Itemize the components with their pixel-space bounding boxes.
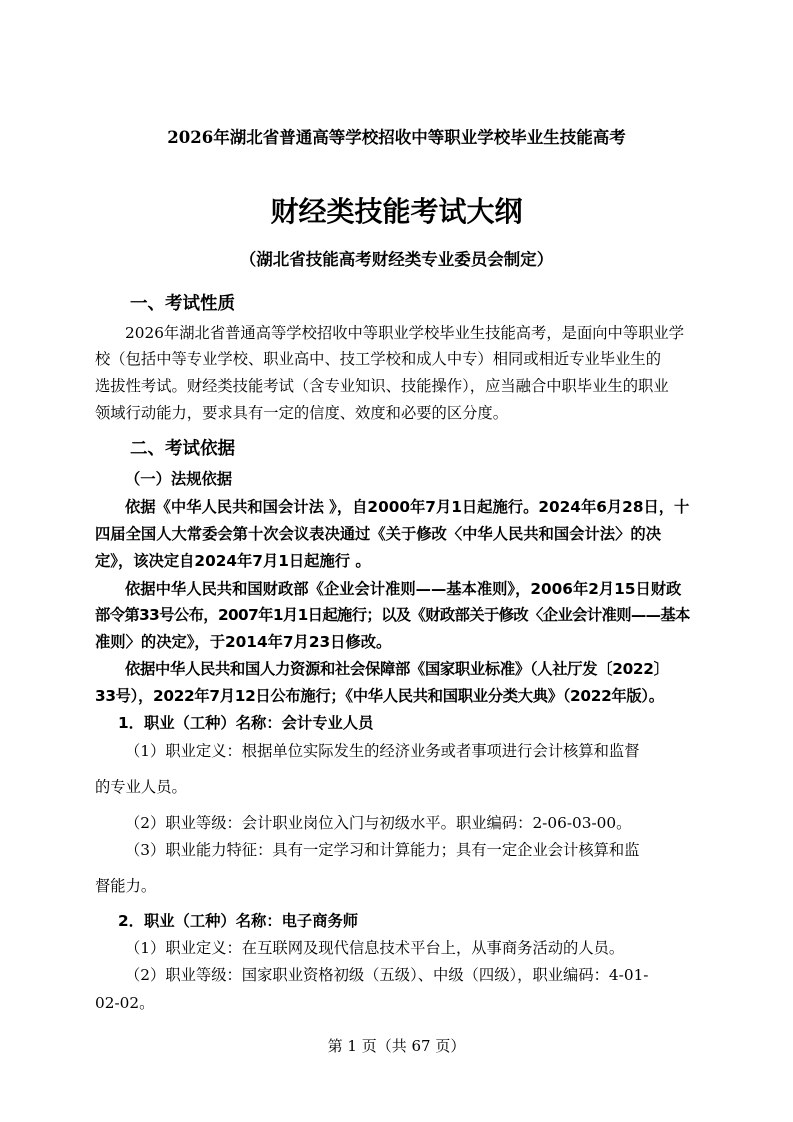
page-footer: 第 1 页（共 67 页）	[327, 1037, 466, 1055]
law-line: 依据中华人民共和国财政部《企业会计准则——基本准则》，2006年2月15日财政	[125, 580, 682, 598]
law-line: 准则〉的决定》，于2014年7月23日修改。	[95, 633, 392, 651]
paragraph-line: 2026年湖北省普通高等学校招收中等职业学校毕业生技能高考，是面向中等职业学	[125, 324, 685, 342]
paragraph-line: 领域行动能力，要求具有一定的信度、效度和必要的区分度。	[95, 404, 509, 422]
job-title: 1．职业（工种）名称：会计专业人员	[118, 714, 374, 732]
page-subtitle: （湖北省技能高考财经类专业委员会制定）	[239, 250, 554, 269]
job-line: （1）职业定义：在互联网及现代信息技术平台上，从事商务活动的人员。	[125, 939, 625, 957]
job-title: 2．职业（工种）名称：电子商务师	[118, 912, 359, 930]
job-line: （1）职业定义：根据单位实际发生的经济业务或者事项进行会计核算和监督	[125, 742, 640, 760]
law-line: 部令第33号公布，2007年1月1日起施行；以及《财政部关于修改〈企业会计准则——基本	[95, 606, 690, 624]
paragraph-line: 校（包括中等专业学校、职业高中、技工学校和成人中专）相同或相近专业毕业生的	[95, 350, 661, 368]
job-line: 的专业人员。	[95, 778, 187, 796]
section-heading-exam-basis: 二、考试依据	[130, 439, 235, 459]
subsection-heading: （一）法规依据	[125, 470, 233, 488]
page-title: 财经类技能考试大纲	[270, 195, 523, 228]
job-line: （2）职业等级：会计职业岗位入门与初级水平。职业编码：2-06-03-00。	[125, 814, 632, 832]
job-line: 督能力。	[95, 877, 157, 895]
law-line: 33号），2022年7月12日公布施行；《中华人民共和国职业分类大典》（2022年版）。	[95, 687, 664, 705]
law-line: 依据中华人民共和国人力资源和社会保障部《国家职业标准》（人社厅发〔2022〕	[125, 660, 669, 678]
document-header: 2026年湖北省普通高等学校招收中等职业学校毕业生技能高考	[167, 128, 626, 147]
job-line: 02-02。	[95, 994, 155, 1012]
law-line: 定》，该决定自2024年7月1日起施行 。	[95, 552, 371, 570]
law-line: 依据《中华人民共和国会计法 》，自2000年7月1日起施行。2024年6月28日，十	[125, 498, 690, 516]
job-line: （2）职业等级：国家职业资格初级（五级）、中级（四级），职业编码：4-01-	[125, 966, 649, 984]
paragraph-line: 选拔性考试。财经类技能考试（含专业知识、技能操作），应当融合中职毕业生的职业	[95, 377, 669, 395]
law-line: 四届全国人大常委会第十次会议表决通过《关于修改〈中华人民共和国会计法〉的决	[95, 525, 661, 543]
job-line: （3）职业能力特征：具有一定学习和计算能力；具有一定企业会计核算和监	[125, 841, 640, 859]
section-heading-exam-nature: 一、考试性质	[130, 294, 235, 314]
